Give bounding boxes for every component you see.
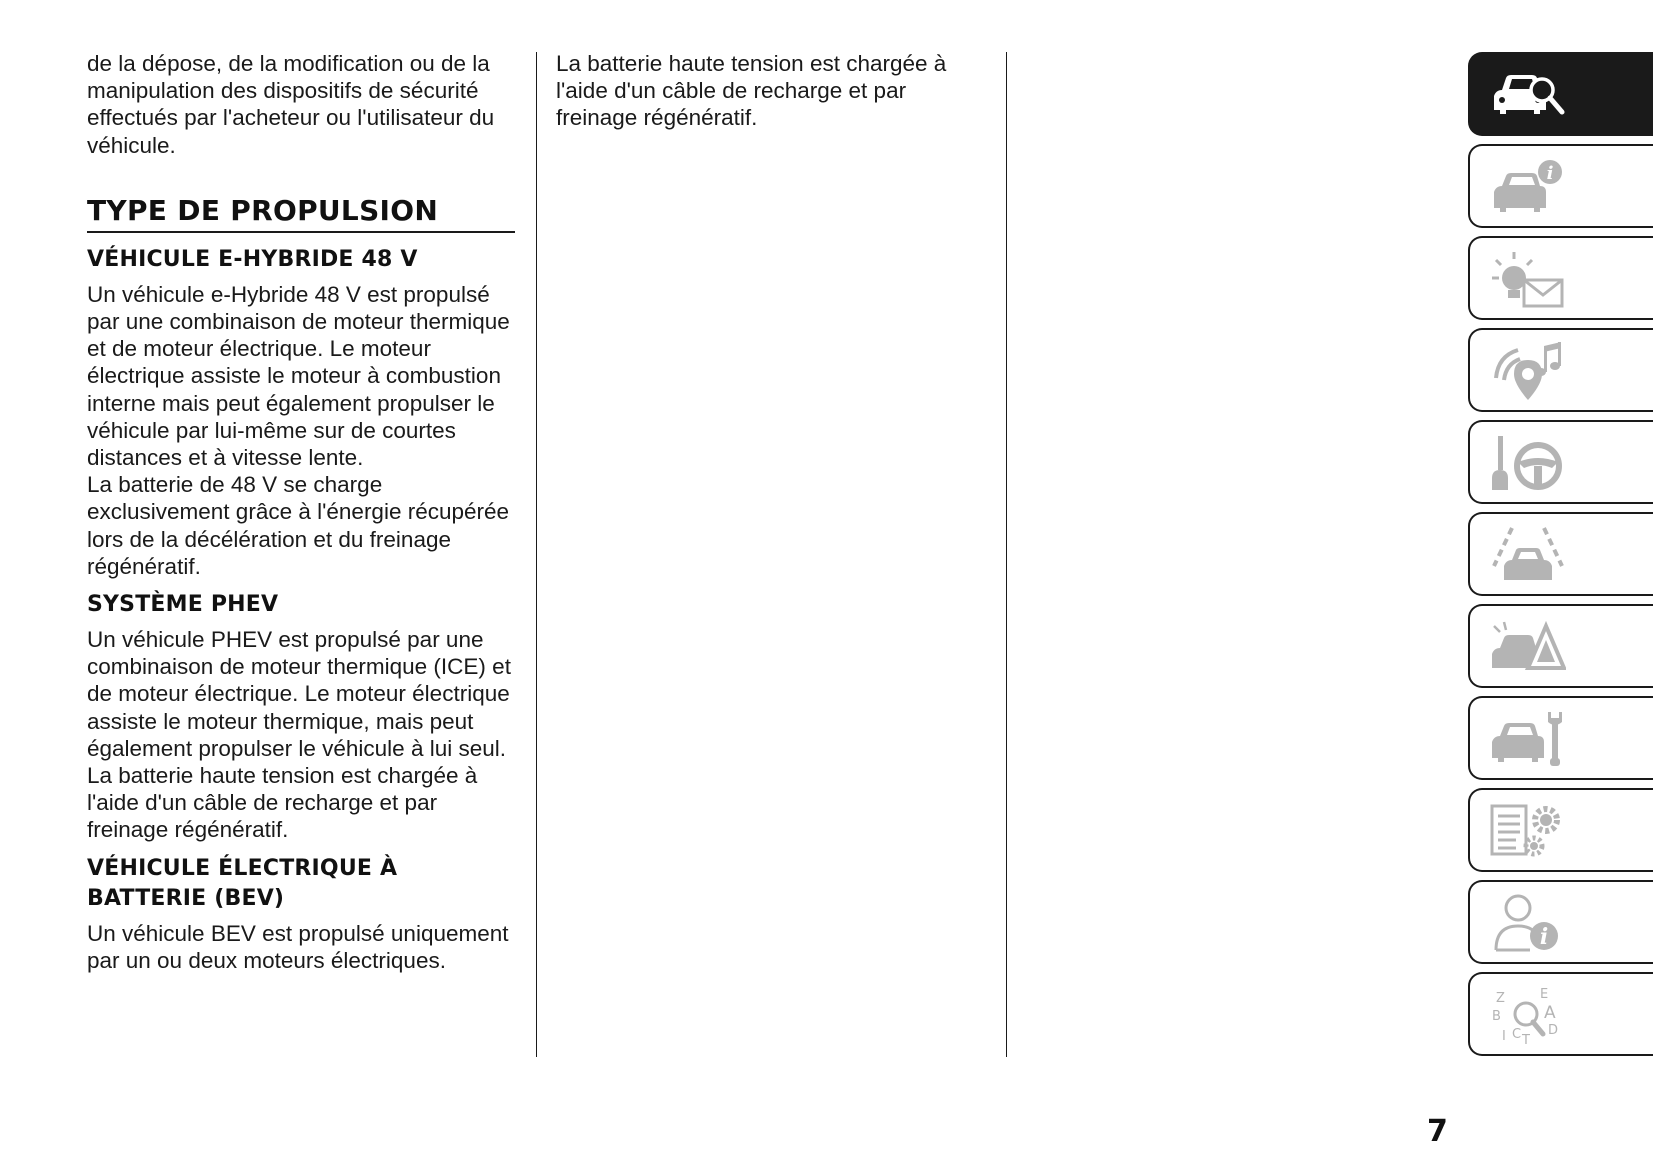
paragraph: Un véhicule BEV est propulsé uniquement par un ou deux moteurs électriques. — [87, 920, 509, 973]
paragraph: La batterie haute tension est chargée à l'aide d'un câble de recharge et par freinage régénératif. — [556, 51, 947, 131]
tab-technical-data[interactable] — [1468, 788, 1653, 872]
tab-car-search[interactable] — [1468, 52, 1653, 136]
alphabetical-index-search-icon — [1490, 986, 1566, 1044]
tab-starting-driving[interactable] — [1468, 420, 1653, 504]
svg-text:E: E — [1540, 987, 1549, 1002]
connectivity-music-navigation-icon — [1490, 342, 1566, 400]
paragraph: La batterie de 48 V se charge exclusivement grâce à l'énergie récupérée lors de la décélération et du freinage régénératif. — [87, 472, 510, 579]
section-title: TYPE DE PROPULSION — [87, 193, 515, 233]
car-maintenance-wrench-icon — [1490, 710, 1566, 768]
svg-text:D: D — [1548, 1023, 1559, 1038]
tab-car-info[interactable] — [1468, 144, 1653, 228]
text-column-1 — [87, 50, 515, 974]
column-divider — [536, 52, 537, 1057]
paragraph: La batterie haute tension est chargée à l'aide d'un câble de recharge et par freinage régénératif. — [87, 763, 478, 843]
svg-text:A: A — [1544, 1003, 1556, 1023]
driver-assist-car-icon — [1490, 526, 1566, 584]
svg-text:I: I — [1502, 1029, 1506, 1044]
svg-text:C: C — [1512, 1027, 1522, 1042]
car-info-icon — [1490, 158, 1566, 216]
svg-text:Z: Z — [1496, 991, 1505, 1006]
tab-maintenance[interactable] — [1468, 696, 1653, 780]
car-emergency-warning-icon — [1490, 618, 1566, 676]
subsection-title-e-hybride: VÉHICULE E-HYBRIDE 48 V — [87, 246, 418, 272]
subsection-title-bev: VÉHICULE ÉLECTRIQUE À BATTERIE (BEV) — [87, 855, 398, 911]
svg-text:i: i — [1539, 924, 1549, 950]
text-column-2 — [556, 50, 976, 132]
warning-light-message-icon — [1490, 250, 1566, 308]
tab-warning-lights-messages[interactable] — [1468, 236, 1653, 320]
column-divider — [1006, 52, 1007, 1057]
tab-index[interactable] — [1468, 972, 1653, 1056]
page-number: 7 — [1427, 1114, 1448, 1149]
svg-text:T: T — [1522, 1033, 1530, 1044]
svg-text:B: B — [1492, 1009, 1501, 1024]
svg-text:i: i — [1546, 163, 1554, 184]
paragraph: Un véhicule PHEV est propulsé par une combinaison de moteur thermique (ICE) et de moteur électrique. Le moteur électrique assiste le moteur thermique, mais peut également propulser le véhicule à lui seul. — [87, 627, 511, 761]
tab-emergency[interactable] — [1468, 604, 1653, 688]
car-search-icon — [1490, 66, 1566, 124]
tab-multimedia-user[interactable] — [1468, 880, 1653, 964]
user-info-icon — [1490, 894, 1566, 952]
subsection-title-phev: SYSTÈME PHEV — [87, 592, 279, 618]
tab-safety[interactable] — [1468, 512, 1653, 596]
gear-lever-steering-wheel-icon — [1490, 434, 1566, 492]
intro-paragraph: de la dépose, de la modification ou de la manipulation des dispositifs de sécurité effectués par l'acheteur ou l'utilisateur du véhicule. — [87, 51, 495, 158]
tab-multimedia[interactable] — [1468, 328, 1653, 412]
paragraph: Un véhicule e-Hybride 48 V est propulsé par une combinaison de moteur thermique et de moteur électrique. Le moteur électrique assiste le moteur à combustion interne mais peut également propulser le véhicule par lui-même sur de courtes distances et à vitesse lente. — [87, 281, 510, 471]
technical-data-gears-icon — [1490, 802, 1566, 860]
